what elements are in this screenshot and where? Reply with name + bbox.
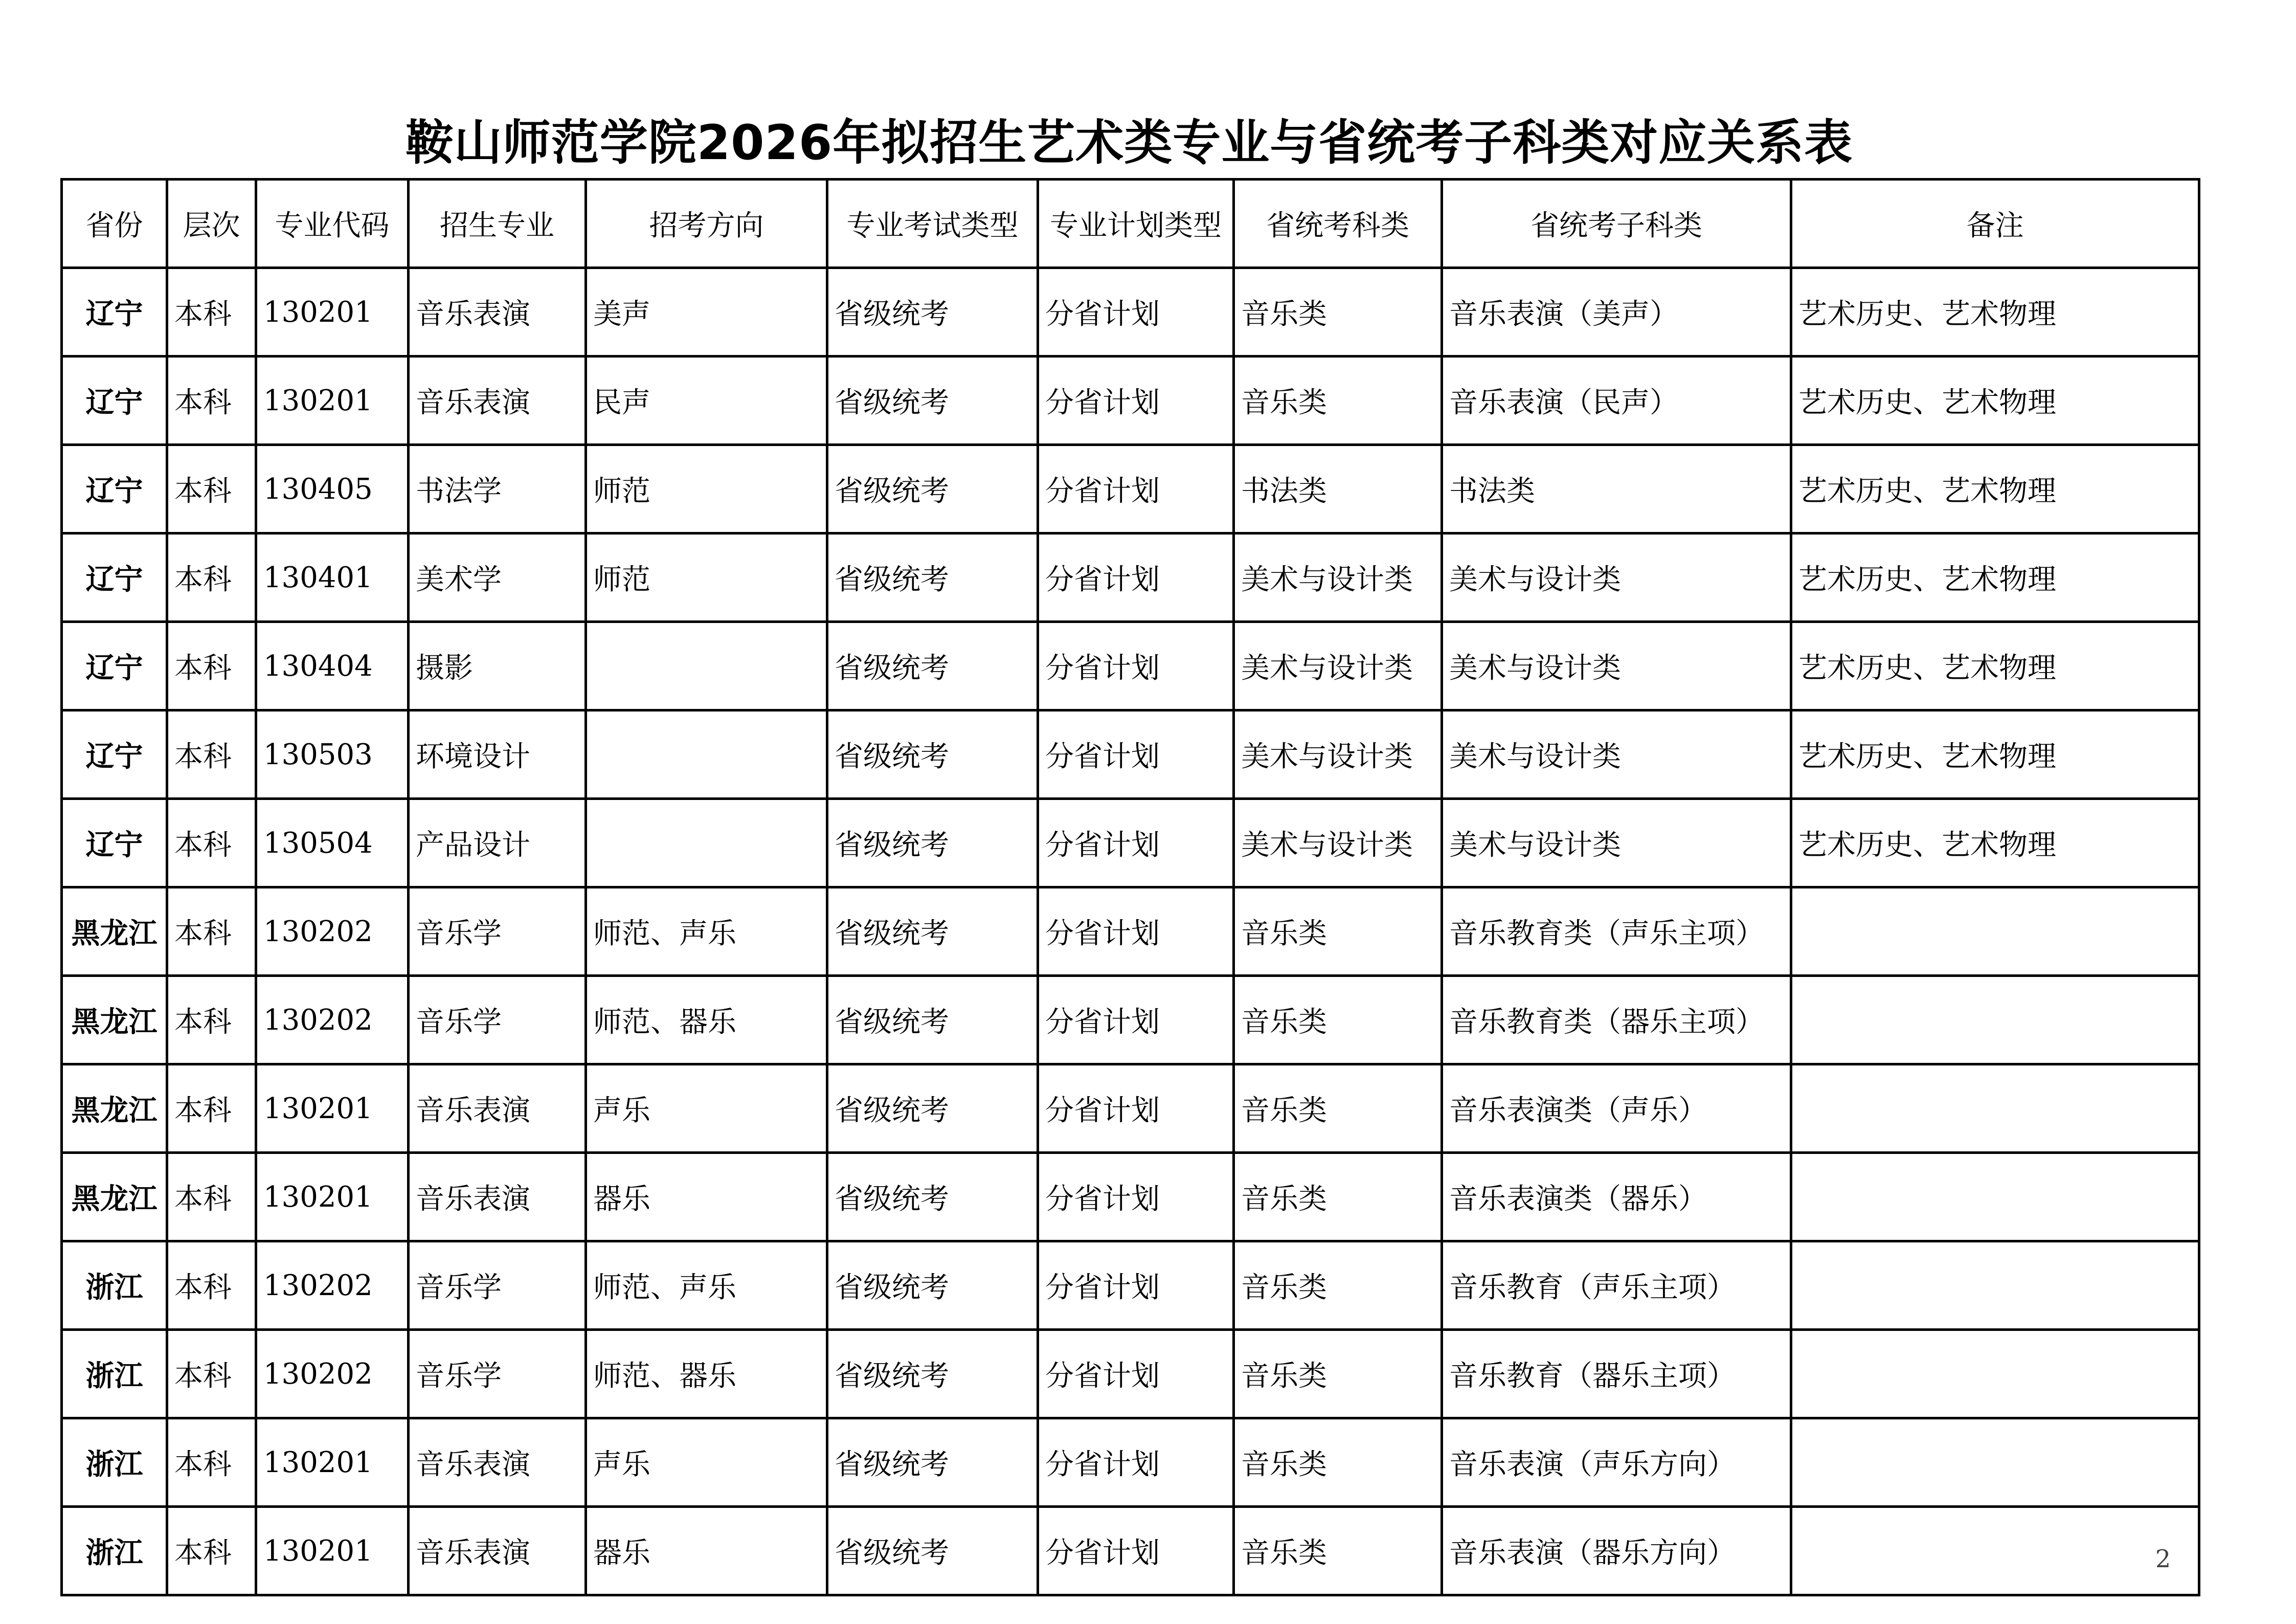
- header-level: 层次: [167, 180, 256, 268]
- cell-level: 本科: [167, 622, 256, 710]
- cell-level: 本科: [167, 357, 256, 445]
- cell-plan-type: 分省计划: [1038, 1241, 1234, 1330]
- cell-plan-type: 分省计划: [1038, 1064, 1234, 1153]
- table-row: [62, 799, 2199, 887]
- cell-direction: 师范、声乐: [586, 887, 827, 976]
- table-row: [62, 1064, 2199, 1153]
- cell-major: 摄影: [409, 622, 586, 710]
- cell-plan-type: 分省计划: [1038, 445, 1234, 533]
- cell-remarks: 艺术历史、艺术物理: [1791, 357, 2199, 445]
- cell-direction: [586, 622, 827, 710]
- cell-exam-category: 音乐类: [1234, 1330, 1442, 1418]
- cell-remarks: [1791, 887, 2199, 976]
- cell-exam-subcategory: 美术与设计类: [1442, 533, 1791, 622]
- cell-exam-subcategory: 美术与设计类: [1442, 622, 1791, 710]
- cell-province: 浙江: [62, 1241, 167, 1330]
- cell-exam-type: 省级统考: [827, 533, 1038, 622]
- cell-major: 音乐表演: [409, 268, 586, 357]
- cell-province: 浙江: [62, 1418, 167, 1507]
- cell-major: 音乐表演: [409, 1064, 586, 1153]
- header-exam-category: 省统考科类: [1234, 180, 1442, 268]
- cell-remarks: 艺术历史、艺术物理: [1791, 445, 2199, 533]
- cell-major: 音乐学: [409, 887, 586, 976]
- cell-exam-category: 音乐类: [1234, 1507, 1442, 1595]
- cell-major: 音乐表演: [409, 1153, 586, 1241]
- cell-exam-category: 美术与设计类: [1234, 533, 1442, 622]
- cell-exam-category: 音乐类: [1234, 1241, 1442, 1330]
- cell-major: 音乐表演: [409, 357, 586, 445]
- cell-exam-type: 省级统考: [827, 1507, 1038, 1595]
- cell-exam-category: 美术与设计类: [1234, 710, 1442, 799]
- cell-major-code: 130201: [256, 357, 409, 445]
- header-remarks: 备注: [1791, 180, 2199, 268]
- cell-level: 本科: [167, 1507, 256, 1595]
- cell-major: 产品设计: [409, 799, 586, 887]
- cell-exam-type: 省级统考: [827, 357, 1038, 445]
- cell-major: 书法学: [409, 445, 586, 533]
- table-row: [62, 622, 2199, 710]
- cell-level: 本科: [167, 445, 256, 533]
- cell-plan-type: 分省计划: [1038, 622, 1234, 710]
- cell-exam-type: 省级统考: [827, 268, 1038, 357]
- cell-level: 本科: [167, 887, 256, 976]
- cell-province: 辽宁: [62, 799, 167, 887]
- cell-exam-type: 省级统考: [827, 976, 1038, 1064]
- cell-remarks: [1791, 1064, 2199, 1153]
- cell-province: 辽宁: [62, 622, 167, 710]
- cell-exam-type: 省级统考: [827, 1418, 1038, 1507]
- table-row: [62, 1153, 2199, 1241]
- cell-province: 辽宁: [62, 533, 167, 622]
- cell-exam-category: 音乐类: [1234, 1153, 1442, 1241]
- cell-plan-type: 分省计划: [1038, 1330, 1234, 1418]
- cell-exam-subcategory: 美术与设计类: [1442, 799, 1791, 887]
- header-major-code: 专业代码: [256, 180, 409, 268]
- cell-exam-type: 省级统考: [827, 1064, 1038, 1153]
- cell-remarks: 艺术历史、艺术物理: [1791, 268, 2199, 357]
- table-row: [62, 533, 2199, 622]
- cell-level: 本科: [167, 976, 256, 1064]
- table-row: [62, 357, 2199, 445]
- cell-direction: [586, 710, 827, 799]
- cell-major: 音乐学: [409, 1241, 586, 1330]
- enrollment-table: [60, 178, 2200, 1596]
- cell-province: 浙江: [62, 1330, 167, 1418]
- cell-plan-type: 分省计划: [1038, 1153, 1234, 1241]
- table-body: [62, 268, 2199, 1595]
- cell-remarks: 艺术历史、艺术物理: [1791, 799, 2199, 887]
- cell-exam-subcategory: 音乐表演（美声）: [1442, 268, 1791, 357]
- cell-major-code: 130404: [256, 622, 409, 710]
- header-exam-type: 专业考试类型: [827, 180, 1038, 268]
- table-row: [62, 1241, 2199, 1330]
- cell-province: 辽宁: [62, 445, 167, 533]
- cell-exam-category: 美术与设计类: [1234, 622, 1442, 710]
- cell-exam-category: 音乐类: [1234, 1418, 1442, 1507]
- cell-major-code: 130201: [256, 268, 409, 357]
- cell-province: 黑龙江: [62, 1064, 167, 1153]
- cell-major-code: 130202: [256, 976, 409, 1064]
- cell-direction: 声乐: [586, 1418, 827, 1507]
- table-row: [62, 710, 2199, 799]
- cell-exam-subcategory: 音乐教育（器乐主项）: [1442, 1330, 1791, 1418]
- cell-level: 本科: [167, 1064, 256, 1153]
- cell-plan-type: 分省计划: [1038, 976, 1234, 1064]
- cell-exam-category: 书法类: [1234, 445, 1442, 533]
- cell-exam-type: 省级统考: [827, 445, 1038, 533]
- cell-exam-type: 省级统考: [827, 622, 1038, 710]
- cell-remarks: 艺术历史、艺术物理: [1791, 622, 2199, 710]
- cell-level: 本科: [167, 710, 256, 799]
- cell-exam-category: 音乐类: [1234, 976, 1442, 1064]
- cell-exam-category: 美术与设计类: [1234, 799, 1442, 887]
- cell-exam-type: 省级统考: [827, 799, 1038, 887]
- cell-remarks: [1791, 1507, 2199, 1595]
- cell-level: 本科: [167, 799, 256, 887]
- cell-direction: 师范、器乐: [586, 976, 827, 1064]
- cell-remarks: [1791, 1241, 2199, 1330]
- header-direction: 招考方向: [586, 180, 827, 268]
- cell-plan-type: 分省计划: [1038, 1418, 1234, 1507]
- cell-exam-category: 音乐类: [1234, 887, 1442, 976]
- cell-exam-type: 省级统考: [827, 887, 1038, 976]
- cell-direction: 师范、器乐: [586, 1330, 827, 1418]
- cell-remarks: [1791, 1330, 2199, 1418]
- cell-major-code: 130201: [256, 1507, 409, 1595]
- cell-level: 本科: [167, 1241, 256, 1330]
- document-title: 鞍山师范学院2026年拟招生艺术类专业与省统考子科类对应关系表: [405, 115, 1853, 171]
- cell-remarks: 艺术历史、艺术物理: [1791, 710, 2199, 799]
- cell-major-code: 130503: [256, 710, 409, 799]
- cell-remarks: [1791, 1153, 2199, 1241]
- cell-major-code: 130504: [256, 799, 409, 887]
- cell-level: 本科: [167, 533, 256, 622]
- cell-province: 辽宁: [62, 710, 167, 799]
- cell-province: 辽宁: [62, 268, 167, 357]
- cell-exam-category: 音乐类: [1234, 1064, 1442, 1153]
- table-row: [62, 445, 2199, 533]
- header-major: 招生专业: [409, 180, 586, 268]
- table-row: [62, 1507, 2199, 1595]
- table-row: [62, 1418, 2199, 1507]
- cell-exam-subcategory: 音乐表演类（器乐）: [1442, 1153, 1791, 1241]
- cell-major-code: 130202: [256, 1241, 409, 1330]
- cell-province: 辽宁: [62, 357, 167, 445]
- cell-level: 本科: [167, 1418, 256, 1507]
- cell-exam-type: 省级统考: [827, 1153, 1038, 1241]
- table-row: [62, 1330, 2199, 1418]
- cell-major: 音乐学: [409, 1330, 586, 1418]
- cell-exam-type: 省级统考: [827, 1330, 1038, 1418]
- cell-exam-subcategory: 美术与设计类: [1442, 710, 1791, 799]
- cell-direction: 声乐: [586, 1064, 827, 1153]
- header-province: 省份: [62, 180, 167, 268]
- cell-province: 浙江: [62, 1507, 167, 1595]
- cell-major: 美术学: [409, 533, 586, 622]
- cell-major-code: 130202: [256, 887, 409, 976]
- page-number: 2: [2155, 1545, 2171, 1573]
- header-plan-type: 专业计划类型: [1038, 180, 1234, 268]
- cell-exam-type: 省级统考: [827, 1241, 1038, 1330]
- table-row: [62, 268, 2199, 357]
- header-exam-subcategory: 省统考子科类: [1442, 180, 1791, 268]
- cell-exam-subcategory: 书法类: [1442, 445, 1791, 533]
- cell-plan-type: 分省计划: [1038, 533, 1234, 622]
- cell-level: 本科: [167, 1153, 256, 1241]
- table-row: [62, 887, 2199, 976]
- cell-exam-category: 音乐类: [1234, 357, 1442, 445]
- cell-major: 音乐学: [409, 976, 586, 1064]
- cell-direction: 师范: [586, 533, 827, 622]
- cell-major-code: 130401: [256, 533, 409, 622]
- cell-major-code: 130201: [256, 1418, 409, 1507]
- cell-direction: 美声: [586, 268, 827, 357]
- cell-exam-subcategory: 音乐教育类（器乐主项）: [1442, 976, 1791, 1064]
- cell-major-code: 130201: [256, 1064, 409, 1153]
- cell-exam-subcategory: 音乐表演（器乐方向）: [1442, 1507, 1791, 1595]
- cell-direction: [586, 799, 827, 887]
- cell-major-code: 130405: [256, 445, 409, 533]
- cell-major-code: 130202: [256, 1330, 409, 1418]
- cell-plan-type: 分省计划: [1038, 799, 1234, 887]
- cell-major: 音乐表演: [409, 1418, 586, 1507]
- header-row: [62, 180, 2199, 268]
- cell-remarks: [1791, 1418, 2199, 1507]
- cell-province: 黑龙江: [62, 887, 167, 976]
- cell-direction: 器乐: [586, 1153, 827, 1241]
- cell-level: 本科: [167, 1330, 256, 1418]
- cell-direction: 师范、声乐: [586, 1241, 827, 1330]
- cell-remarks: 艺术历史、艺术物理: [1791, 533, 2199, 622]
- table-row: [62, 976, 2199, 1064]
- cell-major: 音乐表演: [409, 1507, 586, 1595]
- cell-direction: 师范: [586, 445, 827, 533]
- cell-major-code: 130201: [256, 1153, 409, 1241]
- cell-major: 环境设计: [409, 710, 586, 799]
- cell-exam-subcategory: 音乐表演（民声）: [1442, 357, 1791, 445]
- cell-plan-type: 分省计划: [1038, 710, 1234, 799]
- cell-level: 本科: [167, 268, 256, 357]
- cell-province: 黑龙江: [62, 976, 167, 1064]
- cell-plan-type: 分省计划: [1038, 268, 1234, 357]
- cell-plan-type: 分省计划: [1038, 887, 1234, 976]
- cell-direction: 器乐: [586, 1507, 827, 1595]
- cell-exam-subcategory: 音乐表演（声乐方向）: [1442, 1418, 1791, 1507]
- cell-direction: 民声: [586, 357, 827, 445]
- cell-exam-type: 省级统考: [827, 710, 1038, 799]
- cell-exam-subcategory: 音乐教育（声乐主项）: [1442, 1241, 1791, 1330]
- cell-plan-type: 分省计划: [1038, 357, 1234, 445]
- cell-plan-type: 分省计划: [1038, 1507, 1234, 1595]
- cell-exam-subcategory: 音乐表演类（声乐）: [1442, 1064, 1791, 1153]
- cell-remarks: [1791, 976, 2199, 1064]
- cell-exam-category: 音乐类: [1234, 268, 1442, 357]
- cell-province: 黑龙江: [62, 1153, 167, 1241]
- cell-exam-subcategory: 音乐教育类（声乐主项）: [1442, 887, 1791, 976]
